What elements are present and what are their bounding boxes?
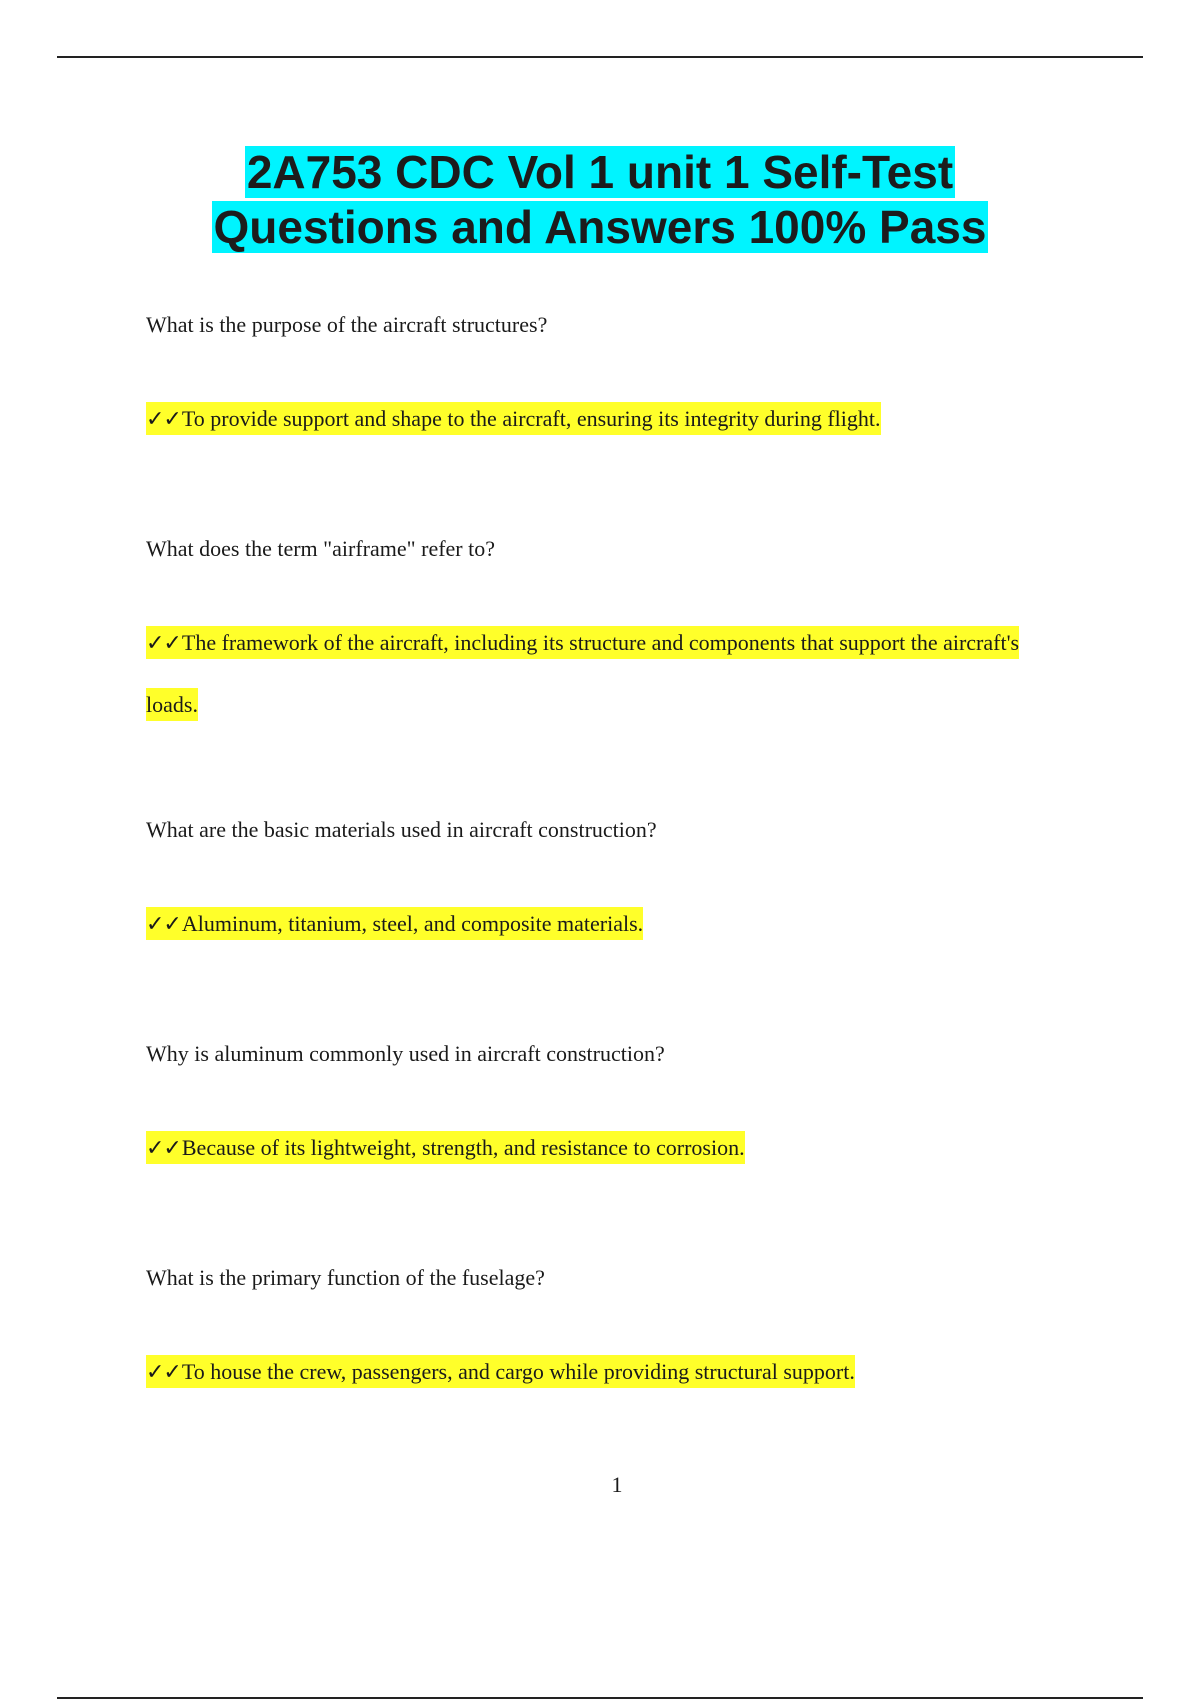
top-rule bbox=[57, 56, 1143, 58]
qa-item bbox=[146, 815, 1046, 955]
title-line-2: Questions and Answers 100% Pass bbox=[213, 201, 987, 253]
question-text: What is the primary function of the fuselage? bbox=[146, 1265, 545, 1290]
document-title bbox=[0, 145, 1200, 255]
double-check-icon: ✓✓ bbox=[146, 912, 181, 937]
answer-body: Aluminum, titanium, steel, and composite materials. bbox=[181, 911, 644, 936]
question-text: What is the purpose of the aircraft structures? bbox=[146, 312, 548, 337]
answer-highlight bbox=[146, 907, 643, 940]
question-text: What does the term "airframe" refer to? bbox=[146, 536, 496, 561]
answer-text bbox=[146, 1117, 1046, 1179]
double-check-icon: ✓✓ bbox=[146, 631, 181, 656]
double-check-icon: ✓✓ bbox=[146, 1360, 181, 1385]
answer-highlight bbox=[146, 1131, 745, 1164]
answer-text bbox=[146, 1341, 1046, 1403]
qa-item bbox=[146, 310, 1046, 450]
double-check-icon: ✓✓ bbox=[146, 1136, 181, 1161]
qa-item bbox=[146, 534, 1046, 735]
answer-body: To provide support and shape to the aircraft, ensuring its integrity during flight. bbox=[181, 406, 881, 431]
answer-highlight bbox=[146, 402, 881, 435]
answer-highlight bbox=[146, 626, 1019, 721]
answer-highlight bbox=[146, 1355, 855, 1388]
question-text: What are the basic materials used in aircraft construction? bbox=[146, 817, 657, 842]
answer-text bbox=[146, 893, 1046, 955]
answer-body: To house the crew, passengers, and cargo while providing structural support. bbox=[181, 1359, 855, 1384]
page-number: 1 bbox=[611, 1472, 623, 1497]
qa-item bbox=[146, 1263, 1046, 1403]
answer-body: The framework of the aircraft, including its structure and components that support the aircraft's loads. bbox=[146, 630, 1020, 717]
answer-body: Because of its lightweight, strength, and resistance to corrosion. bbox=[181, 1135, 745, 1160]
title-line-1: 2A753 CDC Vol 1 unit 1 Self-Test bbox=[246, 146, 954, 198]
bottom-rule bbox=[57, 1697, 1143, 1699]
double-check-icon: ✓✓ bbox=[146, 407, 181, 432]
answer-text bbox=[146, 612, 1046, 735]
answer-text bbox=[146, 388, 1046, 450]
qa-item bbox=[146, 1039, 1046, 1179]
question-text: Why is aluminum commonly used in aircraft construction? bbox=[146, 1041, 665, 1066]
